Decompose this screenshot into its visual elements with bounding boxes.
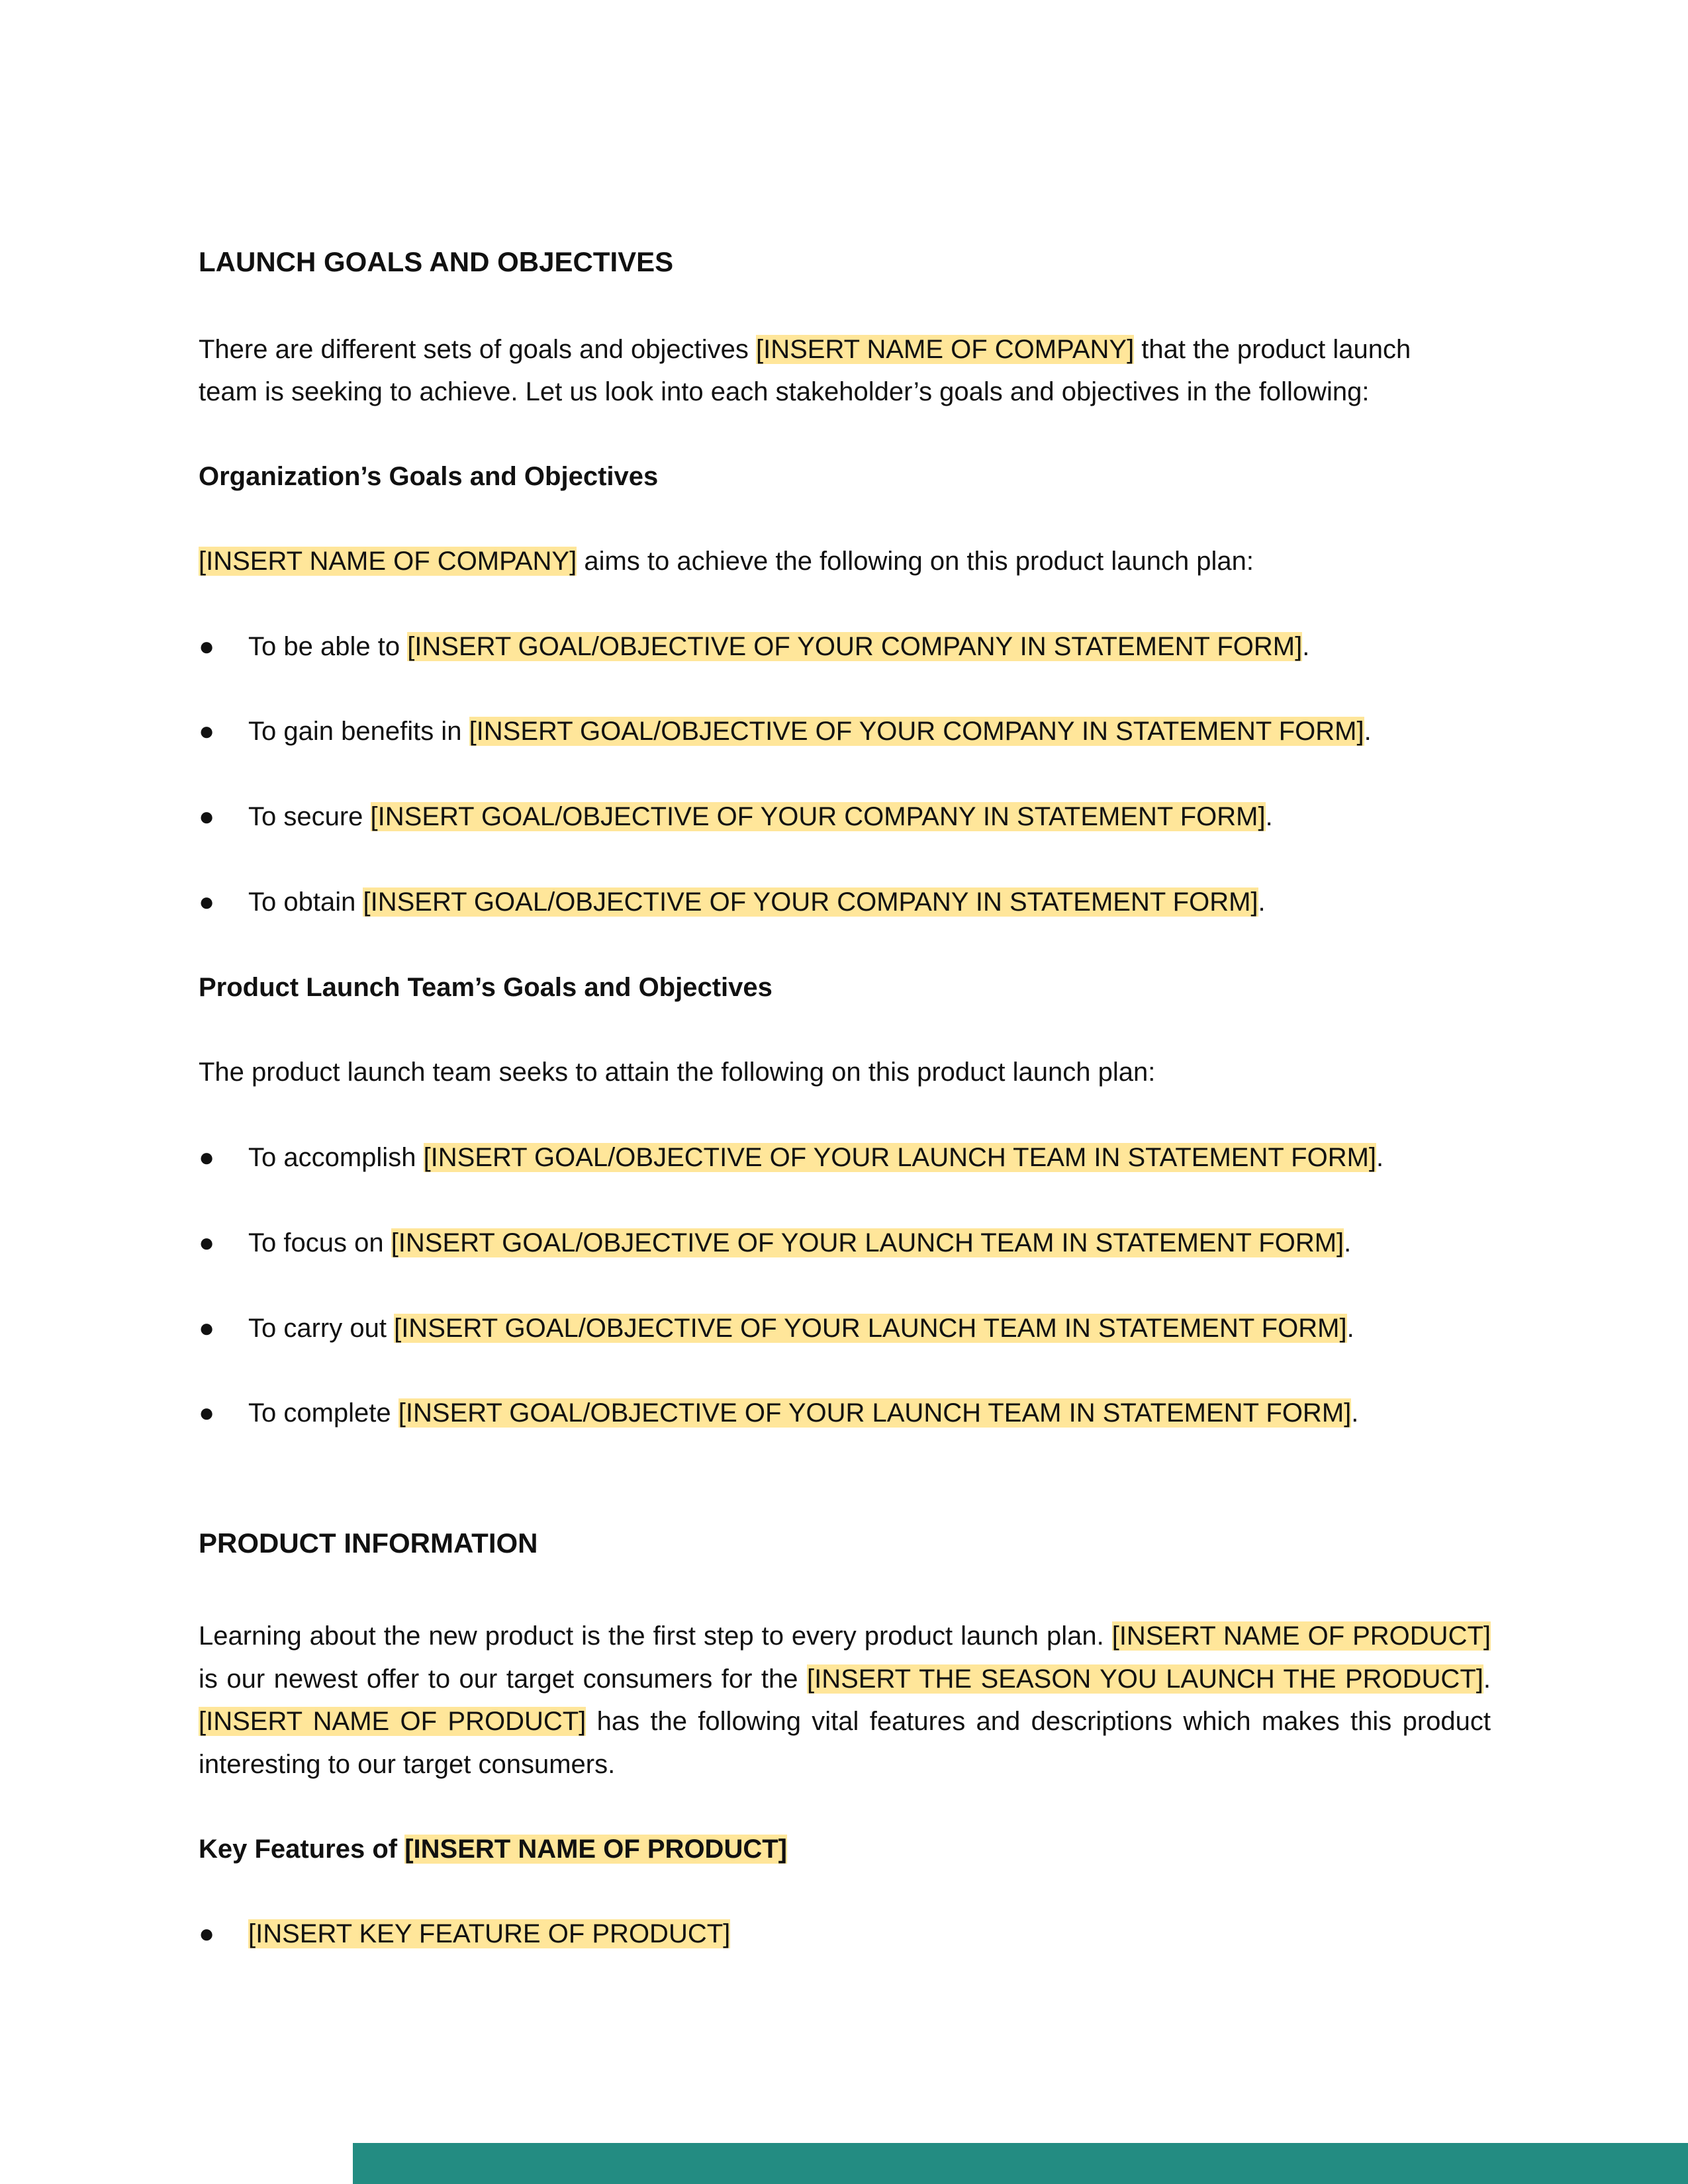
item-prefix: To be able to [248, 632, 408, 661]
bullet-icon: ● [199, 717, 215, 746]
item-prefix: To obtain [248, 887, 363, 917]
section-heading-launch-goals: LAUNCH GOALS AND OBJECTIVES [199, 246, 674, 277]
goal-placeholder: [INSERT GOAL/OBJECTIVE OF YOUR LAUNCH TEAM IN STATEMENT FORM] [423, 1143, 1377, 1172]
goal-placeholder: [INSERT GOAL/OBJECTIVE OF YOUR LAUNCH TEAM IN STATEMENT FORM] [394, 1314, 1347, 1343]
item-prefix: To carry out [248, 1314, 395, 1343]
item-suffix: . [1344, 1228, 1352, 1257]
paragraph-text: has the following vital features and descriptions which makes this product interesting to our target consumers. [199, 1707, 1491, 1779]
org-intro-text: aims to achieve the following on this product launch plan: [577, 547, 1254, 576]
item-suffix: . [1351, 1398, 1359, 1428]
intro-paragraph-line-2: team is seeking to achieve. Let us look into each stakeholder’s goals and objectives in the following: [199, 377, 1370, 406]
intro-paragraph-line-1 [199, 328, 1411, 371]
bullet-icon: ● [199, 1143, 215, 1172]
goal-placeholder: [INSERT GOAL/OBJECTIVE OF YOUR COMPANY IN STATEMENT FORM] [469, 717, 1364, 746]
paragraph-text: is our newest offer to our target consumers for the [199, 1664, 807, 1694]
section-heading-product-info: PRODUCT INFORMATION [199, 1527, 538, 1559]
bullet-icon: ● [199, 632, 215, 661]
subheading-org-goals: Organization’s Goals and Objectives [199, 462, 659, 491]
bullet-icon: ● [199, 887, 215, 917]
item-suffix: . [1346, 1314, 1354, 1343]
season-placeholder: [INSERT THE SEASON YOU LAUNCH THE PRODUCT] [807, 1664, 1483, 1694]
bullet-icon: ● [199, 1314, 215, 1343]
item-suffix: . [1258, 887, 1266, 917]
item-prefix: To accomplish [248, 1143, 424, 1172]
org-intro [199, 540, 1254, 582]
goal-placeholder: [INSERT GOAL/OBJECTIVE OF YOUR COMPANY IN STATEMENT FORM] [363, 887, 1258, 917]
goal-placeholder: [INSERT GOAL/OBJECTIVE OF YOUR LAUNCH TEAM IN STATEMENT FORM] [398, 1398, 1352, 1428]
footer-accent-bar [353, 2143, 1688, 2184]
item-prefix: To complete [248, 1398, 399, 1428]
item-suffix: . [1265, 802, 1273, 831]
item-prefix: To secure [248, 802, 371, 831]
goal-placeholder: [INSERT GOAL/OBJECTIVE OF YOUR COMPANY IN STATEMENT FORM] [407, 632, 1303, 661]
paragraph-text: Learning about the new product is the first step to every product launch plan. [199, 1621, 1112, 1651]
bullet-icon: ● [199, 1398, 215, 1428]
company-name-placeholder: [INSERT NAME OF COMPANY] [199, 547, 577, 576]
subheading-team-goals: Product Launch Team’s Goals and Objectives [199, 973, 773, 1002]
bullet-icon: ● [199, 802, 215, 831]
company-name-placeholder: [INSERT NAME OF COMPANY] [755, 335, 1135, 364]
intro-text: that the product launch [1134, 335, 1411, 364]
goal-placeholder: [INSERT GOAL/OBJECTIVE OF YOUR COMPANY IN STATEMENT FORM] [370, 802, 1266, 831]
bullet-icon: ● [199, 1919, 215, 1948]
paragraph-text: . [1483, 1664, 1491, 1694]
product-info-paragraph [199, 1615, 1491, 1786]
product-name-placeholder: [INSERT NAME OF PRODUCT] [1111, 1621, 1491, 1651]
item-suffix: . [1302, 632, 1310, 661]
product-name-placeholder: [INSERT NAME OF PRODUCT] [199, 1707, 586, 1736]
team-intro: The product launch team seeks to attain the following on this product launch plan: [199, 1058, 1156, 1087]
goal-placeholder: [INSERT GOAL/OBJECTIVE OF YOUR LAUNCH TEAM IN STATEMENT FORM] [391, 1228, 1344, 1257]
item-prefix: To focus on [248, 1228, 391, 1257]
heading-text: Key Features of [199, 1835, 405, 1864]
item-prefix: To gain benefits in [248, 717, 469, 746]
product-name-placeholder: [INSERT NAME OF PRODUCT] [404, 1835, 787, 1864]
item-suffix: . [1364, 717, 1372, 746]
intro-text: There are different sets of goals and objectives [199, 335, 756, 364]
subheading-key-features [199, 1828, 787, 1870]
key-feature-placeholder: [INSERT KEY FEATURE OF PRODUCT] [248, 1919, 731, 1948]
item-suffix: . [1376, 1143, 1384, 1172]
bullet-icon: ● [199, 1228, 215, 1257]
